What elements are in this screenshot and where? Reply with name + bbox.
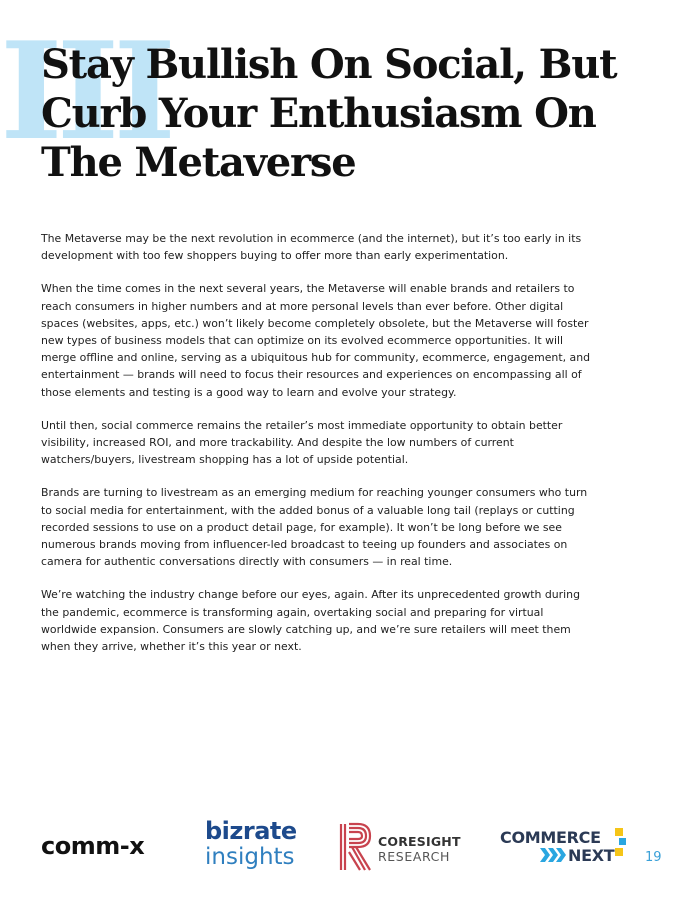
page-number: 19 [645,850,662,865]
bizrate-insights-logo [205,818,305,870]
coresight-research-logo [338,822,468,872]
paragraph-4: Brands are turning to livestream as an emerging medium for reaching younger consumers who turn to social media for entertainment, with the added bonus of a valuable long tail (replays or cutting recorded sessions to use on a product detail page, for example). It won’t be long before we see numerous brands moving from influencer-led broadcast to teeing up founders and associates on camera for authentic conversations directly with consumers — in real time. [41,486,588,569]
title-line-3: The Metaverse [41,139,356,186]
yellow-square-icon [615,828,623,836]
commerce-logo-text: COMMERCE [500,828,601,847]
next-logo-text: NEXT [568,846,615,865]
title-line-1: Stay Bullish On Social, But [41,41,617,88]
title-line-2: Curb Your Enthusiasm On [41,90,596,137]
commercenext-logo [500,826,630,876]
coresight-mark-icon [338,822,376,872]
research-logo-text: RESEARCH [378,849,450,864]
paragraph-3: Until then, social commerce remains the retailer’s most immediate opportunity to obtain better visibility, increased ROI, and more trackability. And despite the low numbers of current watchers/buyers, livestream shopping has a lot of upside potential. [41,418,563,467]
bizrate-logo-text: bizrate [205,817,297,845]
insights-logo-text: insights [205,844,295,870]
paragraph-1: The Metaverse may be the next revolution in ecommerce (and the internet), but it’s too early in its development with too few shoppers buying to offer more than early experimentation. [41,232,582,263]
body-text [41,230,601,671]
paragraph-2: When the time comes in the next several years, the Metaverse will enable brands and retailers to reach consumers in higher numbers and at more personal levels than ever before. Other digital spaces (websites, apps, etc.) won’t likely become completely obsolete, but the Metaverse will foster new types of business models that can optimize on its evolved ecommerce opportunities. It will merge offline and online, serving as a ubiquitous hub for community, ecommerce, engagement, and entertainment — brands will need to focus their resources and experiences on encompassing all of those elements and testing is a good way to learn and evolve your strategy. [41,282,591,399]
comm-x-logo: comm-x [41,832,145,860]
paragraph-5: We’re watching the industry change before our eyes, again. After its unprecedented growth during the pandemic, ecommerce is transforming again, overtaking social and preparing for virtual worldwide expansion. Consumers are slowly catching up, and we’re sure retailers will meet them when they arrive, whether it’s this year or next. [41,588,580,654]
footer [0,810,700,890]
page-title [41,40,671,187]
yellow-square-icon [615,848,623,856]
blue-square-icon [619,838,626,845]
chevrons-icon [540,848,566,862]
coresight-logo-text: CORESIGHT [378,834,461,849]
section-numeral: III [0,12,171,170]
